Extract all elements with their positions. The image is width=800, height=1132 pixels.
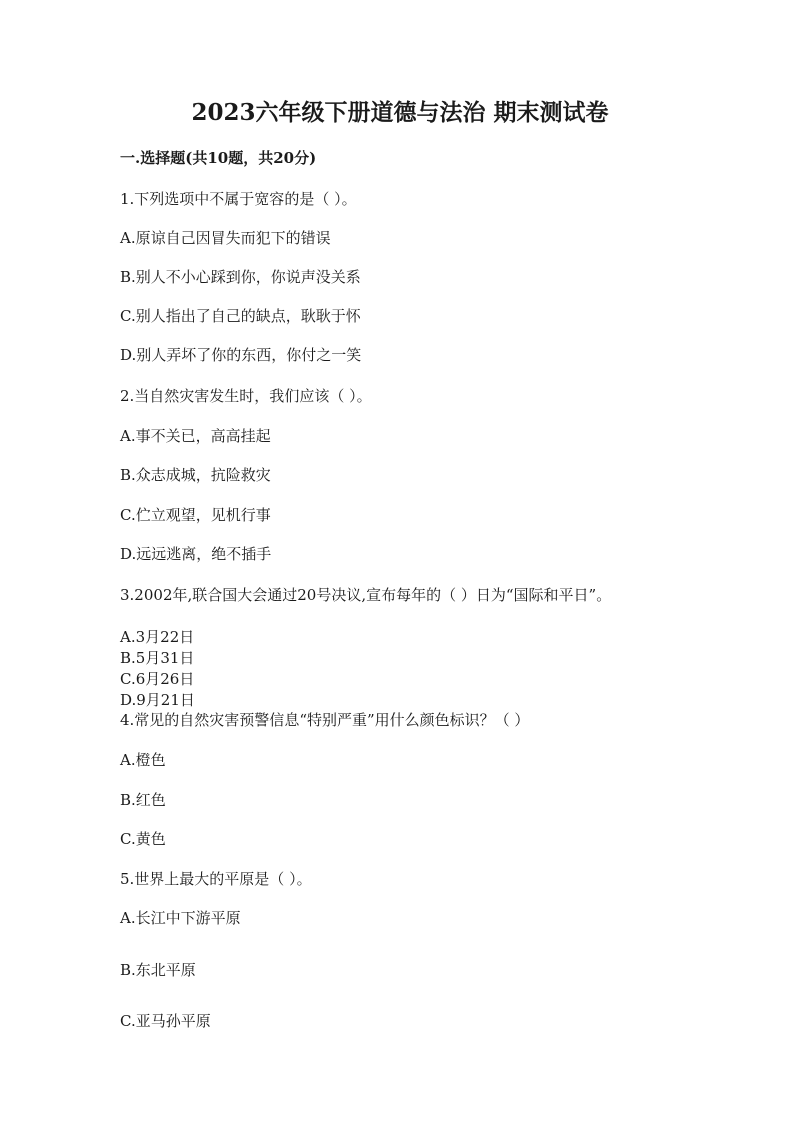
question-5-option-b: B.东北平原 [120, 961, 196, 979]
question-1-option-a: A.原谅自己因冒失而犯下的错误 [120, 229, 331, 247]
question-4-option-a: A.橙色 [120, 751, 166, 769]
question-2-option-d: D.远远逃离，绝不插手 [120, 545, 272, 563]
question-1-stem: 1.下列选项中不属于宽容的是（ ）。 [120, 190, 357, 208]
question-1-option-d: D.别人弄坏了你的东西，你付之一笑 [120, 346, 362, 364]
question-4-stem: 4.常见的自然灾害预警信息“特别严重”用什么颜色标识？（ ） [120, 711, 530, 729]
question-3-option-d: D.9月21日 [120, 691, 195, 709]
question-2-option-a: A.事不关已，高高挂起 [120, 427, 271, 445]
question-1-option-c: C.别人指出了自己的缺点，耿耿于怀 [120, 307, 361, 325]
question-5-stem: 5.世界上最大的平原是（ ）。 [120, 870, 312, 888]
section-heading: 一.选择题(共10题，共20分) [120, 149, 317, 167]
question-5-option-a: A.长江中下游平原 [120, 909, 241, 927]
page-title: 2023六年级下册道德与法治 期末测试卷 [191, 99, 609, 126]
question-2-stem: 2.当自然灾害发生时，我们应该（ ）。 [120, 387, 372, 405]
question-3-option-a: A.3月22日 [120, 628, 195, 646]
question-3-option-c: C.6月26日 [120, 670, 195, 688]
question-5-option-c: C.亚马孙平原 [120, 1012, 211, 1030]
question-3-option-b: B.5月31日 [120, 649, 195, 667]
question-1-option-b: B.别人不小心踩到你，你说声没关系 [120, 268, 361, 286]
question-2-option-c: C.伫立观望，见机行事 [120, 506, 271, 524]
question-4-option-c: C.黄色 [120, 830, 166, 848]
question-2-option-b: B.众志成城，抗险救灾 [120, 466, 271, 484]
question-4-option-b: B.红色 [120, 791, 166, 809]
question-3-stem: 3.2002年,联合国大会通过20号决议,宣布每年的（ ）日为“国际和平日”。 [120, 586, 612, 604]
